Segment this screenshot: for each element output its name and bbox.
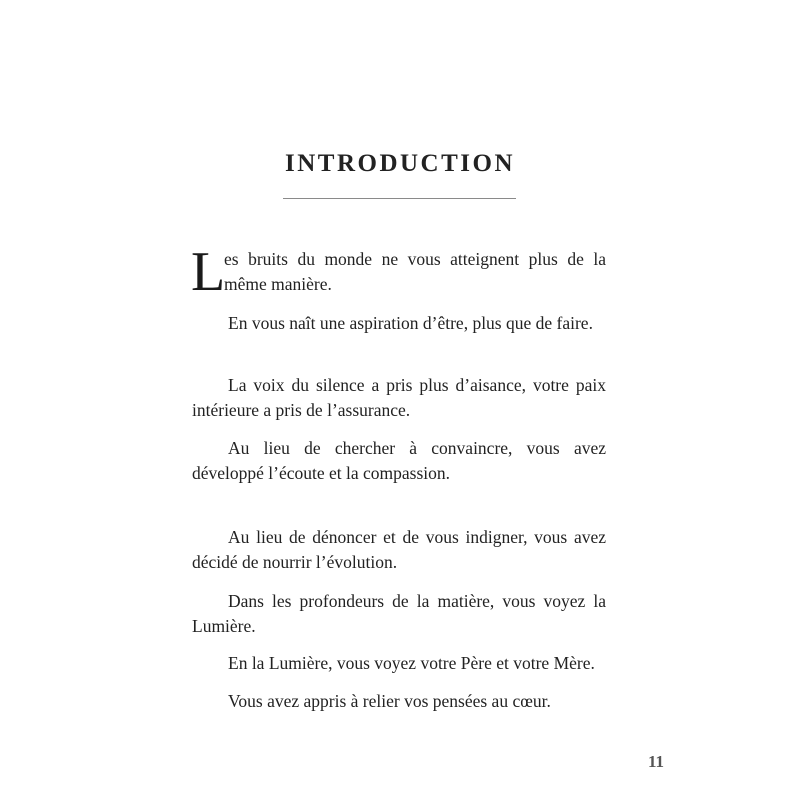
- chapter-title: INTRODUCTION: [284, 150, 516, 177]
- opening-line-2: même manière.: [224, 274, 332, 294]
- drop-cap: L: [191, 241, 226, 303]
- paragraph-coeur: Vous avez appris à relier vos pensées au cœur.: [228, 691, 551, 711]
- paragraph-ecoute: Au lieu de chercher à convaincre, vous avez développé l’écoute et la compassion.: [192, 438, 606, 483]
- page-number: 11: [647, 752, 664, 771]
- paragraph-pere-mere: En la Lumière, vous voyez votre Père et votre Mère.: [228, 653, 595, 673]
- opening-line-1: es bruits du monde ne vous atteignent plus de la: [224, 249, 606, 269]
- paragraph-lumiere: Dans les profondeurs de la matière, vous voyez la Lumière.: [192, 591, 606, 636]
- paragraph-silence: La voix du silence a pris plus d’aisance, votre paix intérieure a pris de l’assurance.: [192, 375, 606, 420]
- paragraph-aspiration: En vous naît une aspiration d’être, plus que de faire.: [228, 313, 593, 333]
- title-divider: [283, 198, 516, 199]
- paragraph-evolution: Au lieu de dénoncer et de vous indigner, vous avez décidé de nourrir l’évolution.: [192, 527, 606, 572]
